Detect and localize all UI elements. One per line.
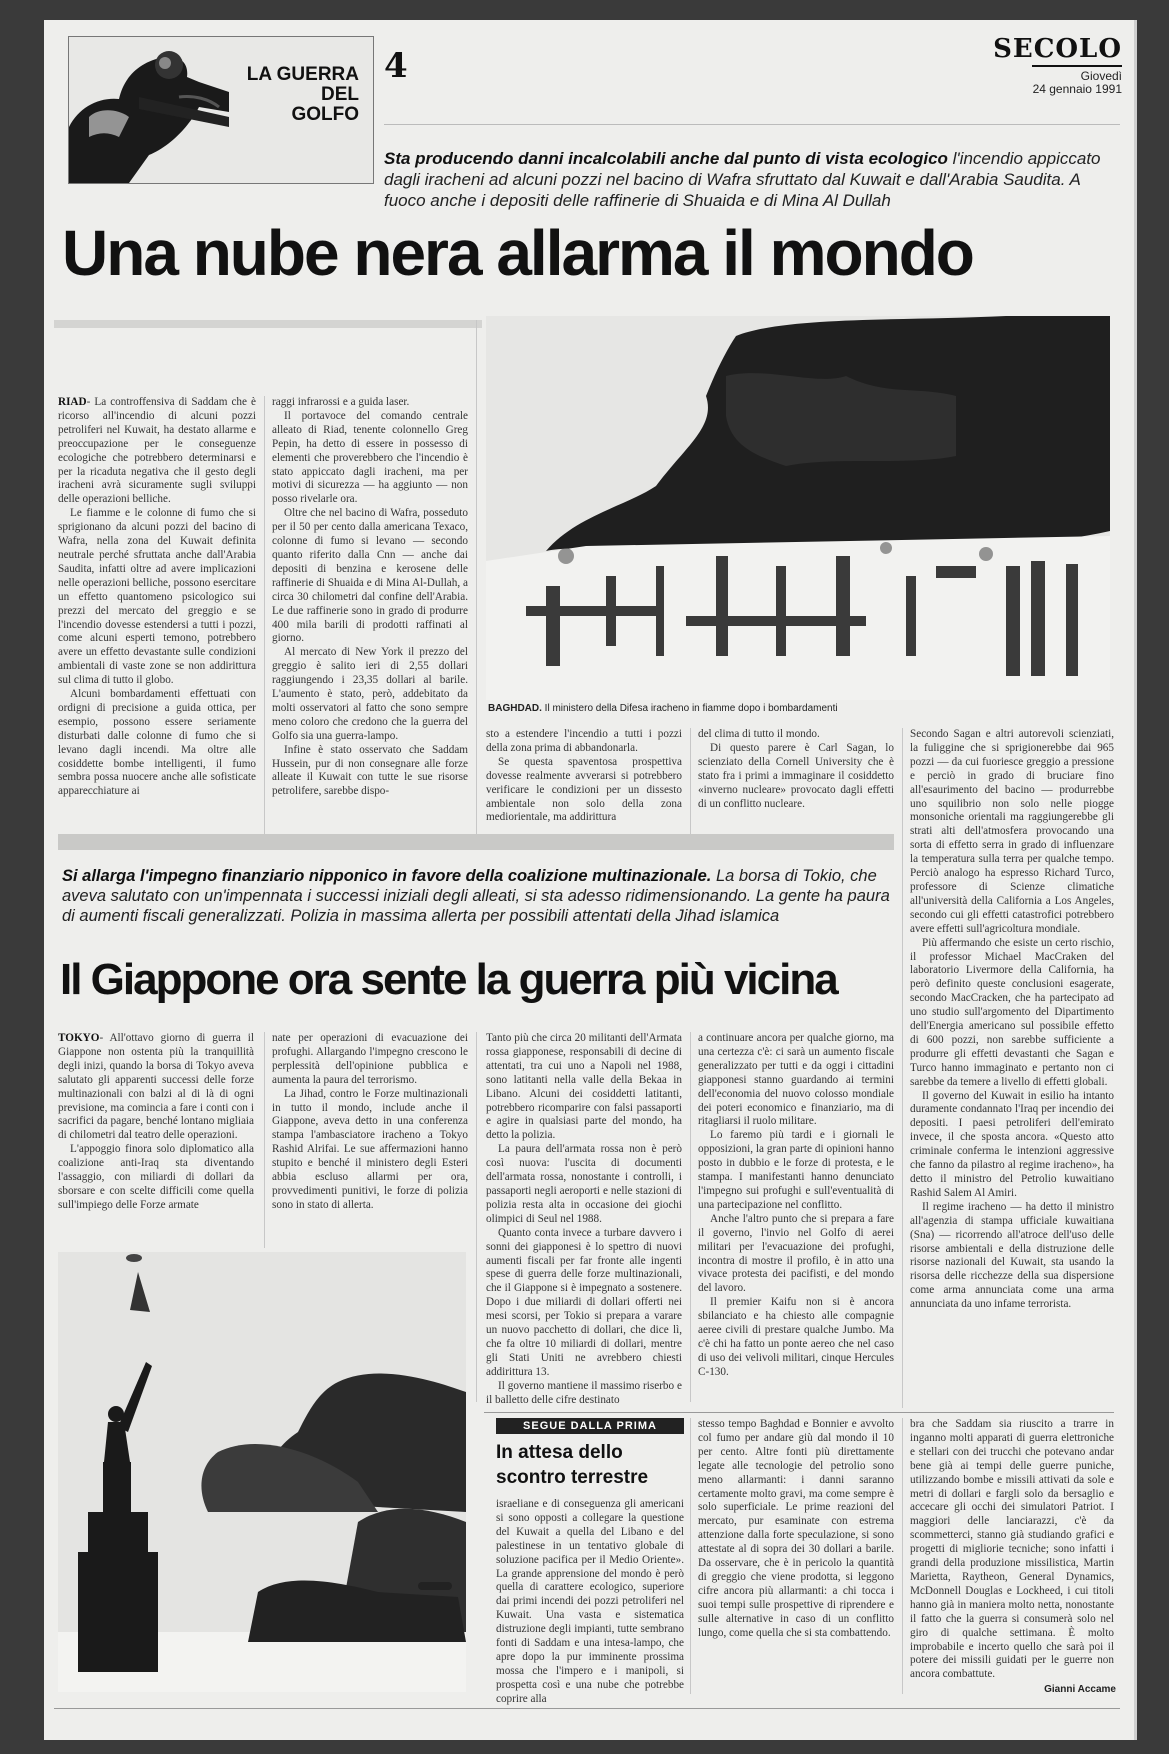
story1-column-1 bbox=[58, 396, 256, 840]
header-rule bbox=[384, 124, 1120, 125]
story2-column-1 bbox=[58, 1032, 254, 1248]
col-divider bbox=[902, 728, 903, 1408]
story2-col3-para3: Quanto conta invece a turbare davvero i sonni dei giapponesi è lo spettro di nuovi aumenti fiscali per far fronte alle ingenti spese di guerra delle forze multinazionali, che il Giappone si è impegnato a sostenere. Dopo i due miliardi di dollari offerti nei mesi scorsi, per Tokio si prepara a varare un nuovo pacchetto di dollari, che dice lì, che fa oltre 10 miliardi di dollari, mentre gli Stati Uniti ne avrebbero chiesti addirittura 13. bbox=[486, 1226, 682, 1378]
story2-headline: Il Giappone ora sente la guerra più vicina bbox=[60, 955, 837, 1004]
story2-photo bbox=[58, 1252, 466, 1692]
sidebar-label: SEGUE DALLA PRIMA bbox=[496, 1418, 684, 1434]
story1-col1-para2: Le fiamme e le colonne di fumo che si sprigionano da alcuni pozzi del bacino di Wafra, nella zona del Kuwait definita neutrale perché sfruttata anche dall'Arabia Saudita, infatti oltre ad avere implicazioni nelle operazioni belliche, possono esercitare un effetto quantomeno psicologico sui prezzi del mercato del greggio e se l'incendio dovesse estendersi a tutti i pozzi, come alcuni esperti temono, potrebbero avere un effetto devastante sulle condizioni ambientali di vaste zone se non addirittura sul clima di tutto il globo. bbox=[58, 507, 256, 687]
story1-col2-para1: raggi infrarossi e a guida laser. bbox=[272, 396, 410, 408]
statue-smoke-photo bbox=[58, 1252, 466, 1692]
story1-col5-para3: Il governo del Kuwait in esilio ha intanto duramente condannato l'Iraq per incendio dei depositi. I paesi petroliferi dell'emirato invece, il che sposta ancora. «Questo atto criminale conferma le intenzioni aggressive che fanno da pilastro al regime iracheno», ha detto il ministro del Petrolio kuwaitiano Rashid Salem Al Amiri. bbox=[910, 1089, 1114, 1199]
section-logo-box bbox=[68, 36, 374, 184]
story1-dateline: RIAD bbox=[58, 396, 87, 408]
sidebar-rule bbox=[484, 1412, 1114, 1413]
story2-col3-para1: Tanto più che circa 20 militanti dell'Armata rossa giapponese, responsabili di decine di attentati, tra cui uno a Napoli nel 1988, sono latitanti nella valle della Bekaa in Libano. Alcuni dei cosiddetti latitanti, potrebbero ricomparire con falsi passaporti e agire in qualsiasi parte del mondo, ha detto la polizia. bbox=[486, 1032, 682, 1142]
story1-col5-para2: Più affermando che esiste un certo rischio, il professor Michael MacCraken del laboratorio Livermore della California, ha però definito queste conclusioni esagerate, secondo MacCracken, che ha partecipato ad uno studio sull'argomento del Dipartimento dell'Energia americano sul possibile effetto di 600 pozzi, non sarebbe sufficiente a produrre gli effetti devastanti che Sagan e Turco hanno immaginato e pertanto non ci sarebbe da temere a livello di effetti globali. bbox=[910, 936, 1114, 1088]
col-divider bbox=[690, 1418, 691, 1694]
masthead-block bbox=[922, 34, 1122, 96]
story2-column-4 bbox=[698, 1032, 894, 1402]
newspaper-page bbox=[44, 20, 1137, 1740]
story1-headline: Una nube nera allarma il mondo bbox=[62, 217, 973, 289]
story2-col4-para4: Il premier Kaifu non si è ancora sbilanciato e ha chiesto alle compagnie aeree civili di prestare qualche Jumbo. Ma c'è chi ha fatto un ponte aereo che nel caso di uso dei velivoli militari, cinque Hercules C-130. bbox=[698, 1296, 894, 1378]
story1-col2-para5: Infine è stato osservato che Saddam Hussein, pur di non consegnare alle forze alleate il Kuwait con tutte le sue risorse petrolifere, sarebbe dispo- bbox=[272, 743, 468, 798]
story1-column-2 bbox=[272, 396, 468, 840]
story1-col3-para2: Se questa spaventosa prospettiva dovesse realmente avverarsi si potrebbero verificare le condizioni per un dissesto ambientale non solo della zona mediorientale, ma addirittura bbox=[486, 755, 682, 824]
story2-column-3 bbox=[486, 1032, 682, 1406]
story1-column-3 bbox=[486, 728, 682, 840]
story1-photo bbox=[486, 316, 1110, 700]
sidebar-col3-text: bra che Saddam sia riuscito a trarre in inganno molti apparati di guerra elettroniche e stellari con dei trucchi che potevano andar bene già ai tempi delle guerre puniche, utilizzando bombe e missili attivati da sole e metri di dollari e fargli solo da bersaglio e accecare gli occhi dei simulatori Patriot. I maggiori delle lanciarazzi, c'è da scommetterci, stanno già studiando grafici e progetti di migliorie tecniche; sono infatti i grandi della produzione missilistica, Martin Marietta, Raytheon, General Dynamics, McDonnell Douglas e Lockheed, i cui titoli hanno già in maniera molto netta, nonostante il fatto che la guerra si consumerà solo nel giro di qualche settimana. È molto improbabile e incerto quello che sarà poi il potere dei missili guidati per le guerre non ancora combattute. bbox=[910, 1418, 1114, 1681]
story1-deck bbox=[384, 148, 1114, 211]
masthead-title: SECOLO bbox=[993, 34, 1122, 64]
story2-col1-text: - All'ottavo giorno di guerra il Giappone non ostenta più la tranquillità degli inizi, quando la borsa di Tokyo aveva salutato gli apparenti successi delle forze multinazionali con balzi al di là di ogni previsione, ma comincia a fare i conti con i sacrifici da pagare, benché lontano migliaia di chilometri dal teatro delle operazioni. bbox=[58, 1032, 254, 1142]
story2-col3-para4: Il governo mantiene il massimo riserbo e il balletto delle cifre destinato bbox=[486, 1379, 682, 1406]
story2-col4-para3: Anche l'altro punto che si prepara a fare il governo, l'invio nel Golfo di aerei militari per l'evacuazione dei profughi, incontra di mostre il profilo, è in atto una vivace protesta dei pacifisti, e del mondo del lavoro. bbox=[698, 1212, 894, 1295]
sidebar-title-line1: In attesa dello bbox=[496, 1442, 623, 1463]
sidebar-col2-text: stesso tempo Baghdad e Bonnier e avvolto col fumo per andare giù dal mondo il 10 per cento. Altre fonti più direttamente legate alle tecnologie del petrolio sono meno allarmanti: i danni saranno certamente molto gravi, ma come sempre è solo superficiale. Le prime reazioni del mercato, pur esaminate con estrema attenzione dalla forte speculazione, si sono attestate al di sopra dei 30 dollari a barile. Da osservare, che è in pericolo la quantità di greggio che viene prodotta, si leggono cifre ancora più allarmanti: a chi tocca i suoi tempi sulle prospettive di riprendere e sulle alternative in caso di un conflitto lungo, come quella che si sta combattendo. bbox=[698, 1418, 894, 1639]
col-divider bbox=[476, 320, 477, 840]
section-kicker-line2: DEL bbox=[321, 84, 359, 105]
bottom-rule bbox=[54, 1708, 1120, 1709]
sidebar-column-1 bbox=[496, 1498, 684, 1705]
story2-col4-para1: a continuare ancora per qualche giorno, ma una certezza c'è: ci sarà un aumento fiscale generalizzato per tutti e da oggi i cittadini giapponesi stanno guardando ai termini dell'economia del nuovo colosso mondiale dei poteri economico e finanziario, ma di ritagliarsi il ruolo militare. bbox=[698, 1032, 894, 1128]
col-divider bbox=[264, 396, 265, 840]
story1-col5-para4: Il regime iracheno — ha detto il ministro all'agenzia di stampa ufficiale kuwaitiana (Sna) — ricorrendo all'atroce dell'uso delle risorse ambientali e della distruzione delle risorse nazionali del Kuwait, sta usando la risorsa delle ricchezze della sua dispersione come arma annunciata come una arma annunciata da uno infame terrorista. bbox=[910, 1200, 1114, 1311]
caption-dateline: BAGHDAD. bbox=[488, 703, 542, 714]
story1-col4-para1: del clima di tutto il mondo. bbox=[698, 728, 820, 740]
story1-photo-caption bbox=[488, 703, 1108, 714]
sidebar-column-3 bbox=[910, 1418, 1114, 1680]
story1-col3-para1: sto a estendere l'incendio a tutti i pozzi della zona prima di abbandonarla. bbox=[486, 728, 682, 754]
story1-column-5 bbox=[910, 728, 1114, 1408]
col-divider bbox=[264, 1032, 265, 1248]
section-kicker-line1: LA GUERRA bbox=[246, 64, 359, 85]
sidebar-title bbox=[496, 1440, 684, 1490]
story1-col2-para2: Il portavoce del comando centrale alleato di Riad, tenente colonnello Greg Pepin, ha detto di essere in possesso di elementi che proverebbero che l'incendio è stato appiccato dagli iracheni, ma per motivi di sicurezza — ha aggiunto — non posso rivelarle ora. bbox=[272, 409, 468, 506]
masthead-date: 24 gennaio 1991 bbox=[1032, 82, 1122, 96]
story-separator-band bbox=[58, 834, 894, 850]
story2-deck-text: La borsa di Tokio, che aveva salutato con un'impennata i successi iniziali degli alleati, si sta adesso ridimensionando. La gente ha paura di aumenti fiscali generalizzati. Polizia in massima allerta per possibili attentati della Jihad islamica bbox=[62, 867, 890, 925]
story1-col2-para3: Oltre che nel bacino di Wafra, posseduto per il 50 per cento dalla americana Texaco, colonne di fumo si levano — secondo quanto riferito dalla Cnn — anche dai depositi di benzina e kerosene delle raffinerie di Shuaida e di Mina Al-Dullah, a circa 30 chilometri dal confine dell'Arabia. Le due raffinerie sono in grado di produrre 400 mila barili di prodotti raffinati al giorno. bbox=[272, 507, 468, 645]
col-divider bbox=[476, 1032, 477, 1402]
story1-deck-bold: Sta producendo danni incalcolabili anche dal punto di vista ecologico bbox=[384, 149, 948, 168]
story2-deck-bold: Si allarga l'impegno finanziario nipponico in favore della coalizione multinazionale. bbox=[62, 867, 712, 885]
story2-col4-para2: Lo faremo più tardi e i giornali le opposizioni, la gran parte di opinioni hanno posto in dubbio e le forze di protesta, e le stampa. I manifestanti hanno denunciato l'impegno sui profughi e sull'eventualità di una partecipazione nel conflitto. bbox=[698, 1129, 894, 1211]
caption-text: Il ministero della Difesa iracheno in fiamme dopo i bombardamenti bbox=[541, 703, 838, 714]
smoke-cloud-photo bbox=[486, 316, 1110, 700]
soldier-gasmask-icon bbox=[69, 37, 229, 183]
story2-column-2 bbox=[272, 1032, 468, 1222]
story1-top-band bbox=[54, 320, 482, 328]
story1-deck-text: l'incendio appiccato dagli iracheni ad alcuni pozzi nel bacino di Wafra sfruttato dal Kuwait e dall'Arabia Saudita. A fuoco anche i depositi delle raffinerie di Shuaida e di Mina Al Dullah bbox=[384, 149, 1101, 210]
col-divider bbox=[690, 1032, 691, 1402]
sidebar-col1-text: israeliane e di conseguenza gli americani si sono opposti a collegare la questione del Kuwait a quella del Libano e del palestinese in un tentativo globale di soluzione pacifica per il Medio Oriente». La grande apprensione del mondo è però quella di carattere ecologico, superiore dai primi incendi dei pozzi petroliferi nel Kuwait. Una vasta e sistematica distruzione degli impianti, tutte sembrano fonti di Saddam e una intesa-lampo, che apre dopo la pur imminente prossima mossa che l'impero e i manipoli, si prospetta così e una nube che potrebbe coprire alla bbox=[496, 1498, 684, 1705]
story2-col3-para2: La paura dell'armata rossa non è però così nuova: l'uscita di documenti dell'armata rossa, nonostante i controlli, i passaporti negli aeroporti e nelle stazioni di polizia resta alta in occasione dei giochi olimpici di Seul nel 1988. bbox=[486, 1143, 682, 1225]
story1-col1-text: - La controffensiva di Saddam che è ricorso all'incendio di alcuni pozzi petroliferi nel Kuwait, ha destato allarme e preoccupazione per le conseguenze ecologiche che potrebbero determinarsi e per la ricaduta negativa che il gesto degli iracheni avrà sicuramente sugli sviluppi delle operazioni belliche. bbox=[58, 396, 256, 506]
story2-deck bbox=[62, 866, 892, 926]
story1-col1-para3: Alcuni bombardamenti effettuati con ordigni di precisione a guida ottica, per esempio, possono essere seriamente disturbati dalle colonne di fumo che si levano dagli incendi. Ma oltre alle cosiddette bombe intelligenti, il fumo sembra possa nuocere anche alle sofisticate apparecchiature ai bbox=[58, 688, 256, 798]
story1-col2-para4: Al mercato di New York il prezzo del greggio è salito ieri di 2,55 dollari raggiungendo i 23,35 dollari al barile. L'aumento è stato, però, addebitato da molti osservatori al fatto che sono sempre meno coloro che credono che la guerra del Golfo sia una guerra-lampo. bbox=[272, 646, 468, 742]
col-divider bbox=[902, 1418, 903, 1694]
section-kicker-line3: GOLFO bbox=[291, 104, 359, 125]
story2-col1-para2: L'appoggio finora solo diplomatico alla coalizione anti-Iraq sta diventando l'assaggio, con miliardi di dollari da sborsare e con scelte difficili come quella sull'impiego delle Forze armate bbox=[58, 1143, 254, 1211]
col-divider bbox=[690, 728, 691, 840]
sidebar-title-line2: scontro terrestre bbox=[496, 1467, 649, 1488]
page-number: 4 bbox=[384, 46, 408, 86]
story2-col2-para2: La Jihad, contro le Forze multinazionali in tutto il mondo, include anche il Giappone, aveva detto in una conferenza stampa l'ambasciatore iracheno a Tokyo Rashid Alrifai. Le sue affermazioni hanno stupito e benché il ministero degli Esteri abbia escluso allarmi per ora, provvedimenti punitivi, le forze di polizia sono in stato di allerta. bbox=[272, 1087, 468, 1211]
sidebar-column-2 bbox=[698, 1418, 894, 1694]
story1-col5-para1: Secondo Sagan e altri autorevoli scienziati, la fuliggine che si sprigionerebbe dai 965 pozzi — da cui fuoriesce greggio a pressione e perciò in grado di bruciare fino all'esaurimento del bacino — produrrebbe uno squilibrio non solo nelle piogge monsoniche orientali ma raggiungerebbe gli strati alti dell'atmosfera provocando una sorta di effetto serra in grado di influenzare la temperatura sulla terra per qualche tempo. Perciò analogo ha espresso Richard Turco, professore di Scienze climatiche all'università della California a Los Angeles, secondo cui gli effetti catastrofici potrebbero avere effetti sull'agricoltura mondiale. bbox=[910, 728, 1114, 935]
story2-col2-para1: nate per operazioni di evacuazione dei profughi. Allargando l'impegno crescono le perplessità dell'opinione pubblica e aumenta la paura del terrorismo. bbox=[272, 1032, 468, 1086]
masthead-day: Giovedì bbox=[1080, 69, 1122, 83]
story1-col4-para2: Di questo parere è Carl Sagan, lo scienziato della Cornell University che è stato fra i primi a immaginare il cosiddetto «inverno nucleare» provocato dagli effetti di un conflitto nucleare. bbox=[698, 741, 894, 810]
story1-column-4 bbox=[698, 728, 894, 840]
story2-dateline: TOKYO bbox=[58, 1032, 100, 1044]
sidebar-byline: Gianni Accame bbox=[1044, 1684, 1116, 1695]
